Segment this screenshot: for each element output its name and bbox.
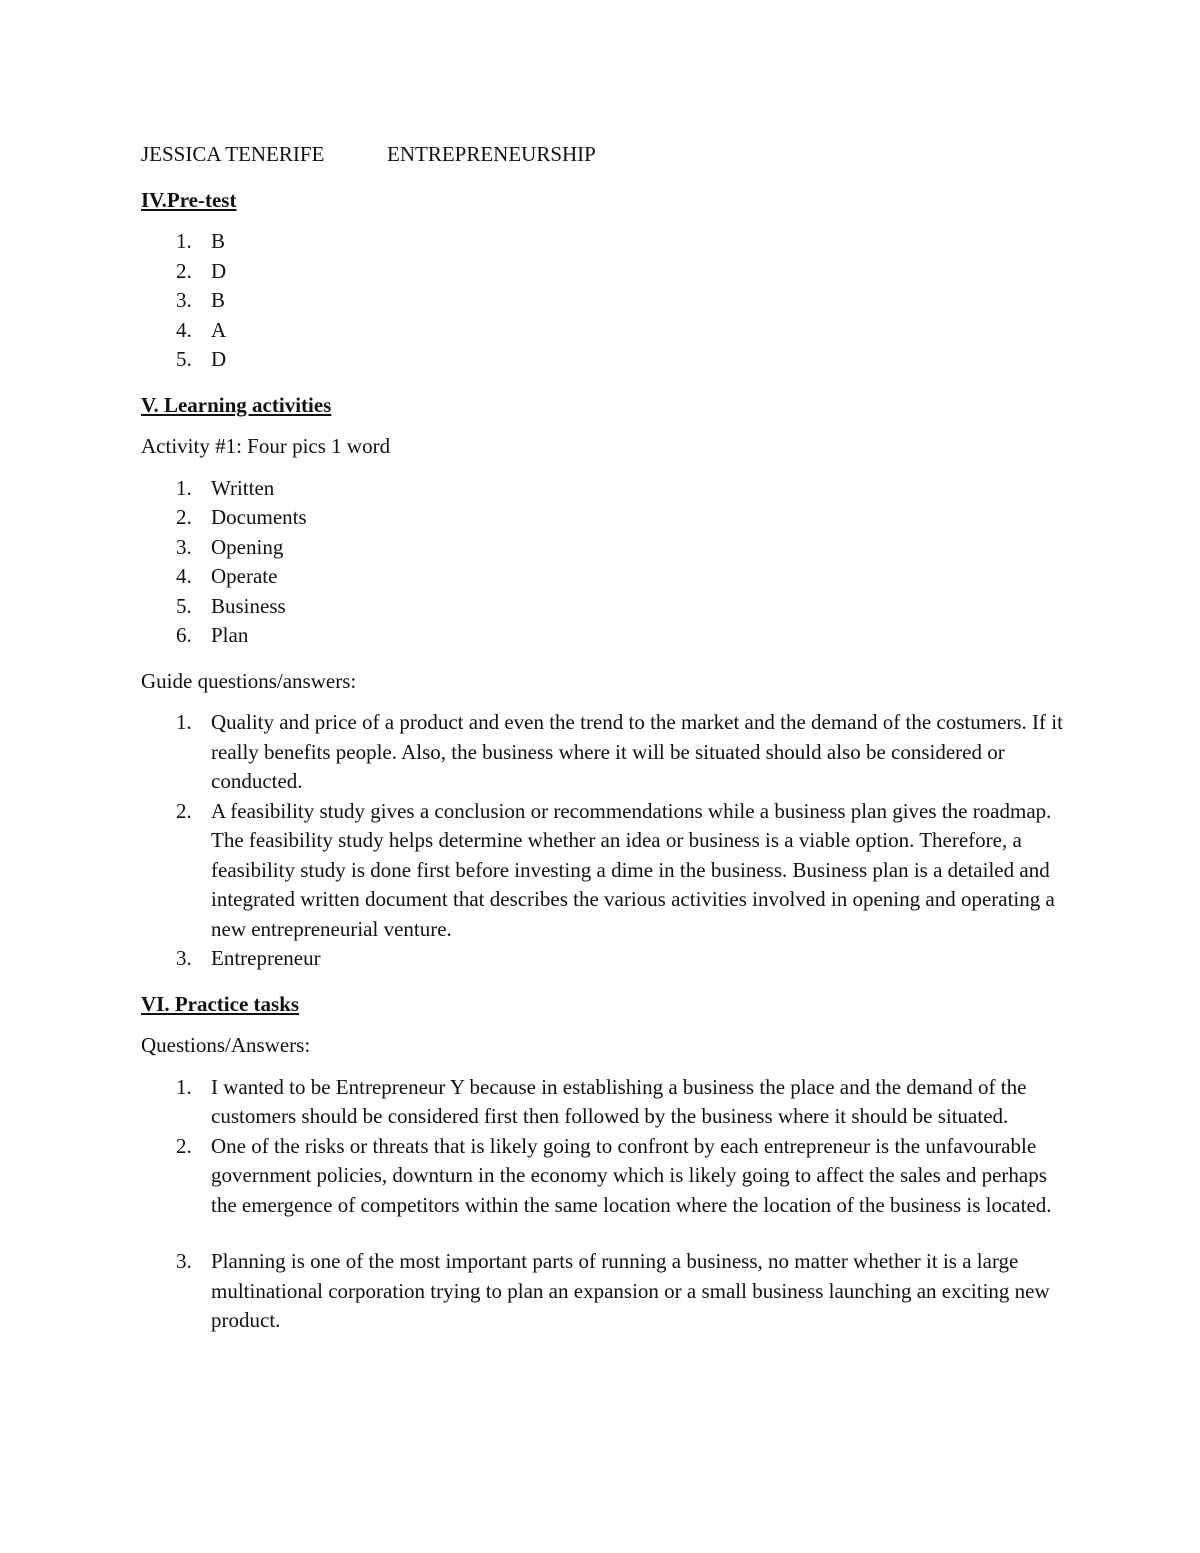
item-text: Written [211, 475, 275, 500]
list-item [141, 621, 1071, 651]
questions-answers-title: Questions/Answers: [141, 1033, 311, 1057]
item-number: 5. [176, 347, 192, 371]
four-pics-word-list [141, 474, 1071, 651]
item-text: D [211, 258, 227, 283]
item-number: 4. [176, 564, 192, 588]
document-header [141, 140, 1071, 170]
list-item [141, 797, 1071, 945]
item-text: B [211, 288, 226, 312]
item-text: D [211, 347, 227, 371]
item-number: 1. [176, 710, 192, 734]
item-text: Plan [211, 623, 249, 647]
item-number: 1. [176, 475, 192, 500]
item-number: 6. [176, 623, 192, 647]
item-number: 1. [176, 1074, 192, 1099]
student-name: JESSICA TENERIFE [141, 142, 325, 166]
list-item [141, 286, 1071, 316]
item-number: 2. [176, 505, 192, 529]
activity-title: Activity #1: Four pics 1 word [141, 434, 391, 458]
item-text: Operate [211, 564, 278, 588]
item-number: 3. [176, 946, 192, 970]
list-item [141, 592, 1071, 622]
item-text: Entrepreneur [211, 946, 321, 970]
list-item [141, 562, 1071, 592]
item-number: 3. [176, 288, 192, 312]
item-number: 2. [176, 1133, 192, 1158]
item-number: 4. [176, 317, 192, 342]
item-text: A feasibility study gives a conclusion or recommendations while a business plan gives the roadmap. The feasibility study helps determine whether an idea or business is a viable option. Therefore, a feasibility study is done first before investing a dime in the business. Business plan is a detailed and integrated written document that describes the various activities involved in opening and operating a new entrepreneurial venture. [211, 798, 1055, 941]
item-number: 5. [176, 593, 192, 618]
list-item [141, 944, 1071, 974]
item-text: Planning is one of the most important parts of running a business, no matter whether it is a large multinational corporation trying to plan an expansion or a small business launching an exciting new product. [211, 1249, 1050, 1332]
item-text: Business [211, 593, 286, 618]
guide-questions-title: Guide questions/answers: [141, 668, 357, 693]
item-number: 2. [176, 258, 192, 283]
document-page [141, 140, 1071, 1352]
item-text: Opening [211, 534, 284, 559]
list-item [141, 1247, 1071, 1336]
guide-answers-list [141, 708, 1071, 974]
list-item [141, 708, 1071, 797]
list-item [141, 345, 1071, 375]
item-number: 3. [176, 1249, 192, 1273]
list-item [141, 1073, 1071, 1132]
list-item [141, 227, 1071, 257]
list-item [141, 257, 1071, 287]
item-number: 2. [176, 798, 192, 823]
pretest-answer-list [141, 227, 1071, 375]
item-text: B [211, 229, 226, 253]
item-text: Quality and price of a product and even the trend to the market and the demand of the costumers. If it really benefits people. Also, the business where it will be situated should also be considered or conducted. [211, 710, 1063, 793]
subject-title: ENTREPRENEURSHIP [387, 142, 596, 166]
list-item [141, 474, 1071, 504]
practice-answers-list [141, 1073, 1071, 1336]
pretest-heading: IV.Pre-test [141, 187, 237, 212]
list-item [141, 316, 1071, 346]
list-item [141, 503, 1071, 533]
item-text: Documents [211, 505, 307, 529]
item-text: A [211, 317, 227, 342]
item-number: 3. [176, 534, 192, 559]
item-text: I wanted to be Entrepreneur Y because in establishing a business the place and the demand of the customers should be considered first then followed by the business where it should be situated. [211, 1074, 1027, 1128]
list-item [141, 1132, 1071, 1221]
item-text: One of the risks or threats that is likely going to confront by each entrepreneur is the unfavourable government policies, downturn in the economy which is likely going to affect the sales and perhaps the emergence of competitors within the same location where the location of the business is located. [211, 1133, 1052, 1217]
list-item [141, 533, 1071, 563]
practice-tasks-heading: VI. Practice tasks [141, 991, 300, 1016]
learning-activities-heading: V. Learning activities [141, 392, 332, 417]
item-number: 1. [176, 229, 192, 253]
